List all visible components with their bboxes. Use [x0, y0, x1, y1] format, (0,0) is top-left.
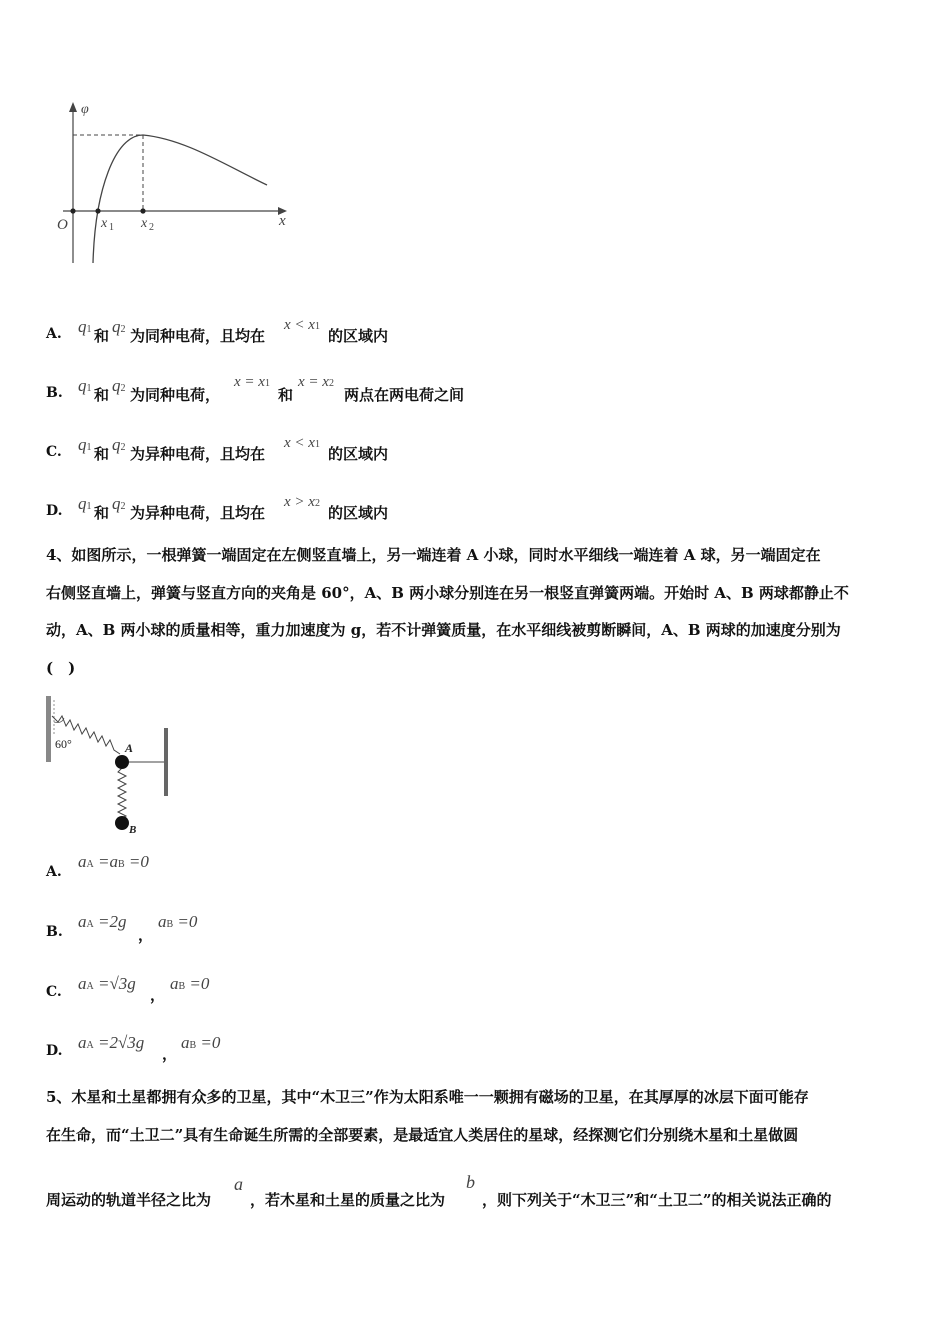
- right-wall: [164, 728, 168, 796]
- ball-b-label: B: [129, 824, 137, 836]
- angle-label: 60°: [55, 737, 72, 751]
- option-text: 和: [278, 386, 294, 404]
- x2-dot: [140, 208, 145, 213]
- q3-option-b[interactable]: [46, 376, 506, 406]
- x-lt-x1-expr: x < x1: [284, 435, 320, 451]
- accel-a-expression: aA =2√3g: [78, 1033, 145, 1052]
- x1-subscript: 1: [109, 222, 114, 233]
- x2-label: x: [141, 216, 148, 231]
- x-axis-label: x: [279, 213, 286, 229]
- option-text: 和: [94, 386, 110, 404]
- accel-b-expression: aB =0: [181, 1033, 221, 1052]
- q1-symbol: q1: [78, 317, 92, 336]
- q4-stem-line-3: 动，A、B 两小球的质量相等，重力加速度为 g，若不计弹簧质量，在水平细线被剪断瞬间，A、B 两球的加速度分别为: [46, 621, 841, 639]
- x-eq-x2-expr: x = x2: [298, 374, 334, 390]
- x1-label: x: [101, 216, 108, 231]
- q1-symbol: q1: [78, 494, 92, 513]
- q2-symbol: q2: [112, 494, 126, 513]
- option-label: C.: [46, 444, 62, 460]
- q3-option-d[interactable]: [46, 494, 466, 524]
- origin-label: O: [57, 217, 68, 233]
- option-text: 两点在两电荷之间: [344, 386, 465, 404]
- q1-symbol: q1: [78, 435, 92, 454]
- option-label: B.: [46, 924, 63, 940]
- q5-text: ，若木星和土星的质量之比为: [250, 1191, 446, 1209]
- x-lt-x1-expr: x < x1: [284, 317, 320, 333]
- vertical-spring: [118, 768, 126, 818]
- option-text: 和: [94, 504, 110, 522]
- separator: ，: [138, 926, 154, 944]
- q5-stem-line-1: 5、木星和土星都拥有众多的卫星，其中“木卫三”作为太阳系唯一一颗拥有磁场的卫星，在其厚厚的冰层下面可能存: [46, 1088, 809, 1106]
- accel-expression: aA =aB =0: [78, 852, 149, 871]
- q5-stem-line-3: [46, 1172, 908, 1209]
- q4-option-b[interactable]: [46, 910, 346, 942]
- phi-label: φ: [81, 102, 89, 117]
- option-text: 的区域内: [328, 327, 389, 345]
- option-text: 为异种电荷，且均在: [130, 445, 266, 463]
- q5-text: 周运动的轨道半径之比为: [46, 1191, 212, 1209]
- option-text: 为同种电荷，且均在: [130, 327, 266, 345]
- q4-option-c[interactable]: [46, 970, 346, 1002]
- separator: ，: [162, 1045, 178, 1063]
- accel-b-expression: aB =0: [158, 912, 198, 931]
- ball-b: [115, 816, 129, 830]
- option-label: D.: [46, 503, 63, 519]
- phi-axis-arrow-icon: [69, 102, 77, 112]
- origin-dot: [70, 208, 75, 213]
- separator: ，: [150, 986, 166, 1004]
- q2-symbol: q2: [112, 317, 126, 336]
- q2-symbol: q2: [112, 435, 126, 454]
- left-wall: [46, 696, 51, 762]
- var-b: b: [466, 1172, 475, 1192]
- option-label: C.: [46, 984, 62, 1000]
- q4-stem-line-4: ( ): [46, 659, 76, 677]
- q4-option-d[interactable]: [46, 1029, 346, 1061]
- option-text: 为异种电荷，且均在: [130, 504, 266, 522]
- option-label: A.: [46, 326, 62, 342]
- option-label: B.: [46, 385, 63, 401]
- accel-b-expression: aB =0: [170, 974, 210, 993]
- x-gt-x2-expr: x > x2: [284, 494, 320, 510]
- q4-stem-line-2: 右侧竖直墙上，弹簧与竖直方向的夹角是 60°，A、B 两小球分别连在另一根竖直弹簧两端。开始时 A、B 两球都静止不: [46, 584, 849, 602]
- x-eq-x1-expr: x = x1: [234, 374, 270, 390]
- q4-stem-line-1: 4、如图所示，一根弹簧一端固定在左侧竖直墙上，另一端连着 A 小球，同时水平细线一端连着 A 球，另一端固定在: [46, 546, 821, 564]
- ball-a: [115, 755, 129, 769]
- option-text: 的区域内: [328, 445, 389, 463]
- accel-a-expression: aA =2g: [78, 912, 127, 931]
- option-text: 和: [94, 445, 110, 463]
- option-text: 的区域内: [328, 504, 389, 522]
- q2-symbol: q2: [112, 376, 126, 395]
- q3-option-a[interactable]: [46, 317, 466, 347]
- accel-a-expression: aA =√3g: [78, 974, 136, 993]
- q4-option-a[interactable]: [46, 850, 346, 882]
- option-text: 为同种电荷，: [130, 386, 221, 404]
- var-a: a: [234, 1174, 243, 1194]
- potential-graph: [55, 95, 305, 270]
- option-label: A.: [46, 864, 62, 880]
- q3-option-c[interactable]: [46, 435, 466, 465]
- q1-symbol: q1: [78, 376, 92, 395]
- ball-a-label: A: [125, 741, 134, 755]
- potential-curve: [93, 135, 267, 263]
- x1-dot: [95, 208, 100, 213]
- x2-subscript: 2: [149, 222, 154, 233]
- option-text: 和: [94, 327, 110, 345]
- q5-text: ，则下列关于“木卫三”和“土卫二”的相关说法正确的: [482, 1191, 832, 1209]
- q5-stem-line-2: 在生命，而“土卫二”具有生命诞生所需的全部要素，是最适宜人类居住的星球，经探测它们分别绕木星和土星做圆: [46, 1126, 799, 1144]
- option-label: D.: [46, 1043, 63, 1059]
- spring-figure: [42, 692, 177, 837]
